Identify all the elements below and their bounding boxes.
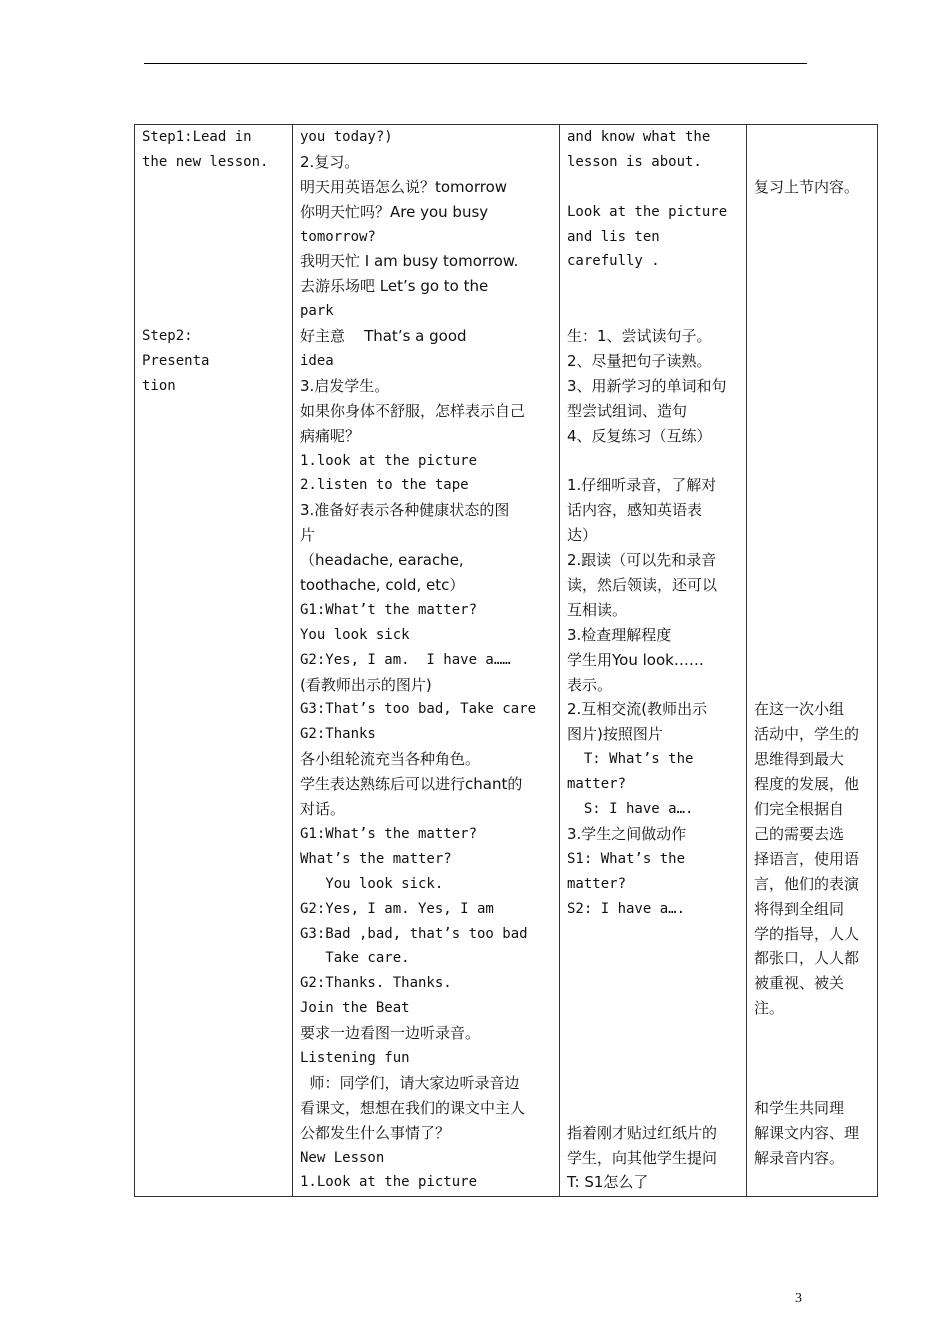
text-line: S1: What’s the — [567, 850, 686, 867]
text-line — [567, 1021, 746, 1046]
text-line: 片 — [300, 526, 316, 545]
text-line — [567, 175, 746, 200]
text-line: G2:Yes, I am. Yes, I am — [300, 900, 494, 917]
text-line — [754, 225, 877, 250]
text-line — [754, 424, 877, 449]
text-line: （headache, earache, — [300, 551, 464, 570]
text-line — [567, 1096, 746, 1121]
text-line: 将得到全组同 — [754, 899, 845, 918]
step-column-cell — [135, 125, 293, 1197]
text-line — [754, 324, 877, 349]
text-line: 看课文，想想在我们的课文中主人 — [300, 1098, 526, 1117]
text-line: G1:What’t the matter? — [300, 601, 478, 618]
text-line — [754, 598, 877, 623]
text-line: 被重视、被关 — [754, 974, 845, 993]
text-line — [754, 349, 877, 374]
text-line: 2.复习。 — [300, 152, 360, 171]
text-line — [754, 449, 877, 474]
text-line: G1:What’s the matter? — [300, 825, 478, 842]
text-line — [754, 623, 877, 648]
text-line: Step1:Lead in — [142, 129, 252, 145]
text-line: 型尝试组词、造句 — [567, 401, 688, 420]
text-line: lesson is about. — [567, 153, 702, 170]
text-line — [754, 473, 877, 498]
text-line: 学生表达熟练后可以进行chant的 — [300, 775, 523, 794]
text-line: 2.互相交流(教师出示 — [567, 700, 708, 719]
text-line: 3.检查理解程度 — [567, 625, 672, 644]
text-line: 我明天忙 I am busy tomorrow. — [300, 252, 519, 271]
text-line: 程度的发展，他 — [754, 775, 860, 794]
text-line — [567, 971, 746, 996]
text-line — [754, 374, 877, 399]
text-line: 明天用英语怎么说？tomorrow — [300, 177, 508, 196]
text-line — [754, 249, 877, 274]
text-line: 活动中，学生的 — [754, 725, 860, 744]
text-line — [754, 200, 877, 225]
text-line: G3:That’s too bad, Take care — [300, 701, 537, 718]
text-line: 对话。 — [300, 800, 346, 819]
text-line: the new lesson. — [142, 153, 269, 170]
text-line — [754, 150, 877, 175]
text-line: tomorrow? — [300, 228, 376, 245]
text-line: 师：同学们，请大家边听录音边 — [300, 1073, 520, 1092]
text-line: you today?) — [300, 129, 393, 145]
text-line — [754, 573, 877, 598]
text-line: 学生，向其他学生提问 — [567, 1148, 718, 1167]
text-line: 学的指导，人人 — [754, 924, 860, 943]
text-line: 指着刚才贴过红纸片的 — [567, 1123, 718, 1142]
text-line: 互相读。 — [567, 600, 628, 619]
text-line: 3.启发学生。 — [300, 376, 390, 395]
text-line: Take care. — [300, 950, 410, 967]
text-line — [567, 299, 746, 324]
text-line: 解录音内容。 — [754, 1148, 845, 1167]
text-line — [754, 673, 877, 698]
text-line: and know what the — [567, 129, 711, 145]
text-line: 1.look at the picture — [300, 452, 478, 469]
text-line — [754, 1071, 877, 1096]
text-line: toothache, cold, etc） — [300, 576, 465, 595]
text-line: G2:Thanks. Thanks. — [300, 975, 452, 992]
text-line — [754, 299, 877, 324]
text-line — [567, 996, 746, 1021]
text-line — [142, 200, 292, 225]
text-line: What’s the matter? — [300, 850, 452, 867]
text-line: G2:Thanks — [300, 726, 376, 743]
text-line: 学生用You look…… — [567, 650, 704, 669]
text-line: S: I have a…. — [567, 801, 694, 818]
text-line: matter? — [567, 875, 627, 892]
text-line: Step2: — [142, 328, 193, 345]
text-line: and lis ten — [567, 228, 660, 245]
text-line: 如果你身体不舒服，怎样表示自己 — [300, 401, 526, 420]
text-line: 你明天忙吗？Are you busy — [300, 202, 489, 221]
text-line — [142, 274, 292, 299]
text-line: 好主意 That’s a good — [300, 327, 467, 346]
text-line: New Lesson — [300, 1149, 385, 1166]
table-row — [135, 125, 878, 1197]
text-line: 己的需要去选 — [754, 824, 845, 843]
text-line: Join the Beat — [300, 1000, 410, 1017]
text-line — [567, 922, 746, 947]
text-line: carefully . — [567, 253, 660, 270]
text-line: 公都发生什么事情了？ — [300, 1123, 451, 1142]
text-line: 言，他们的表演 — [754, 874, 860, 893]
text-line: 择语言，使用语 — [754, 849, 860, 868]
text-line — [142, 299, 292, 324]
text-line: park — [300, 303, 334, 320]
text-line — [754, 1046, 877, 1071]
text-line — [754, 1021, 877, 1046]
text-line: 3、用新学习的单词和句 — [567, 376, 727, 395]
text-line: 在这一次小组 — [754, 700, 845, 719]
text-line: 达） — [567, 526, 598, 545]
text-line: 话内容，感知英语表 — [567, 501, 703, 520]
text-line: 们完全根据自 — [754, 800, 845, 819]
text-line — [142, 249, 292, 274]
header-rule — [144, 63, 807, 64]
text-line: Look at the picture — [567, 203, 728, 220]
text-line: G3:Bad ,bad, that’s too bad — [300, 925, 528, 942]
text-line — [754, 125, 877, 150]
teacher-activity-cell — [293, 125, 560, 1197]
student-activity-cell — [560, 125, 747, 1197]
text-line — [754, 399, 877, 424]
text-line: Presenta — [142, 353, 210, 370]
page-number: 3 — [795, 1291, 802, 1306]
text-line — [567, 946, 746, 971]
text-line: 生：1、尝试读句子。 — [567, 327, 712, 346]
text-line: 解课文内容、理 — [754, 1123, 860, 1142]
text-line: 图片)按照图片 — [567, 725, 663, 744]
text-line: 2.跟读（可以先和录音 — [567, 551, 717, 570]
text-line: 病痛呢？ — [300, 426, 361, 445]
text-line: 复习上节内容。 — [754, 177, 860, 196]
lesson-plan-table — [134, 124, 878, 1197]
text-line — [567, 274, 746, 299]
text-line: 都张口，人人都 — [754, 949, 860, 968]
text-line: 读，然后领读，还可以 — [567, 576, 718, 595]
text-line: 3.学生之间做动作 — [567, 824, 687, 843]
text-line — [754, 498, 877, 523]
text-line: 注。 — [754, 999, 785, 1018]
text-line — [567, 1071, 746, 1096]
text-line: 1.仔细听录音，了解对 — [567, 476, 717, 495]
text-line: idea — [300, 353, 334, 370]
text-line: tion — [142, 377, 176, 394]
text-line: 2、尽量把句子读熟。 — [567, 352, 712, 371]
text-line: You look sick. — [300, 875, 444, 892]
text-line: 表示。 — [567, 675, 613, 694]
text-line: G2:Yes, I am. I have a…… — [300, 651, 511, 668]
text-line: 思维得到最大 — [754, 750, 845, 769]
text-line: 2.listen to the tape — [300, 477, 469, 494]
text-line: S2: I have a…. — [567, 900, 686, 917]
text-line: 去游乐场吧 Let’s go to the — [300, 277, 489, 296]
text-line — [754, 648, 877, 673]
text-line — [567, 449, 746, 474]
purpose-cell — [747, 125, 878, 1197]
text-line: 4、反复练习（互练） — [567, 426, 712, 445]
text-line — [754, 548, 877, 573]
text-line: (看教师出示的图片) — [300, 675, 432, 694]
text-line — [567, 1046, 746, 1071]
text-line — [142, 175, 292, 200]
text-line: You look sick — [300, 626, 410, 643]
text-line: Listening fun — [300, 1049, 410, 1066]
text-line: 1.Look at the picture — [300, 1174, 478, 1191]
text-line: 各小组轮流充当各种角色。 — [300, 750, 481, 769]
text-line: matter? — [567, 776, 627, 793]
text-line: T: What’s the — [567, 751, 694, 768]
text-line — [754, 523, 877, 548]
text-line: 和学生共同理 — [754, 1098, 845, 1117]
text-line: T: S1怎么了 — [567, 1173, 649, 1192]
text-line — [142, 225, 292, 250]
text-line: 要求一边看图一边听录音。 — [300, 1024, 481, 1043]
text-line — [754, 274, 877, 299]
text-line: 3.准备好表示各种健康状态的图 — [300, 501, 510, 520]
